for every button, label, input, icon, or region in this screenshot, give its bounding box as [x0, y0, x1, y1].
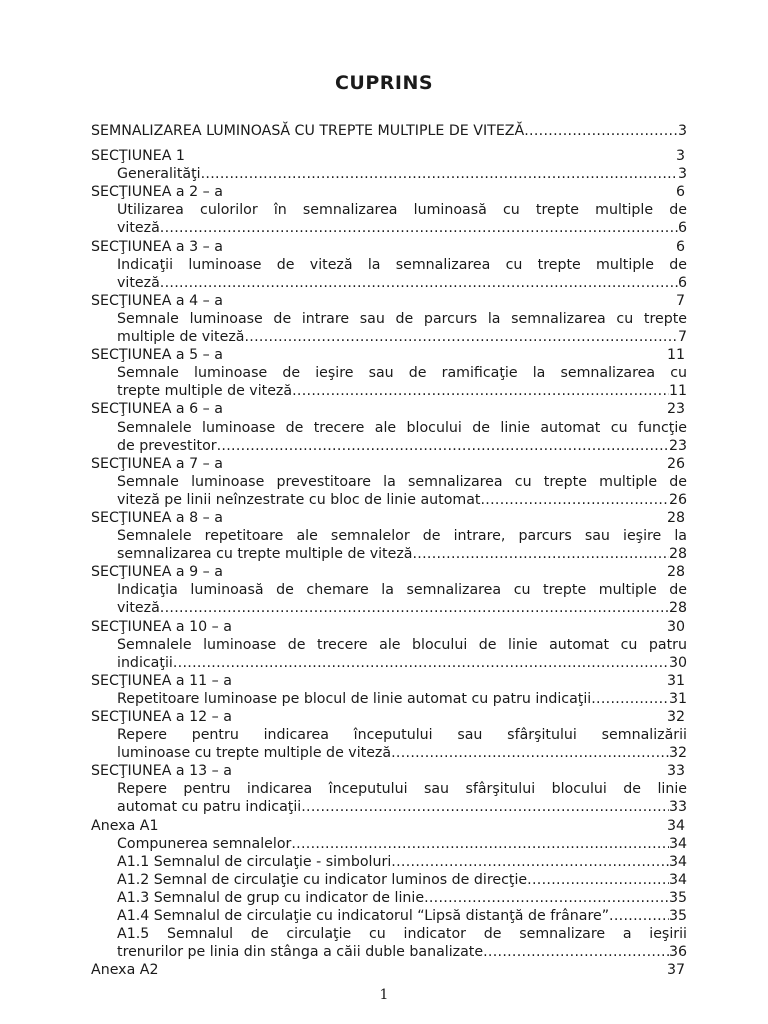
leader-dots [391, 744, 669, 762]
subentry-label: viteză [117, 600, 160, 617]
subentry-label: trenurilor pe linia din stânga a căii duble banalizate [117, 944, 484, 961]
section-heading-label: Anexa A2 [91, 962, 159, 979]
table-of-contents [91, 122, 687, 979]
subentry-text-line[interactable]: Semnalele repetitoare ale semnalelor de intrare, parcurs sau ieşire la [117, 528, 687, 545]
leader-dots [217, 437, 669, 455]
leader-dots [201, 165, 678, 183]
subentry-page-number: 35 [668, 908, 687, 925]
section-page-number: 7 [675, 292, 685, 309]
subentry-label: A1.2 Semnal de circulaţie cu indicator luminos de direcţie [117, 871, 528, 888]
section-heading-label: SECŢIUNEA a 5 – a [91, 347, 223, 364]
subentry-text-line[interactable]: Semnale luminoase de ieşire sau de ramificaţie la semnalizarea cu [117, 365, 687, 382]
leader-dots [160, 219, 678, 237]
section-heading-label: SECŢIUNEA a 12 – a [91, 709, 232, 725]
leader-dots [527, 871, 669, 889]
subentry-page-number: 11 [668, 383, 687, 400]
subentry-page-number: 6 [677, 220, 687, 237]
leader-dots [160, 599, 669, 617]
subentry-text-line[interactable]: Semnalele luminoase de trecere ale blocului de linie automat cu funcţie [117, 419, 687, 436]
toc-section-heading[interactable] [91, 238, 687, 256]
toc-section-heading[interactable] [91, 183, 687, 201]
leader-dots [160, 274, 678, 292]
toc-section-heading[interactable] [91, 961, 687, 979]
leader-dots [480, 491, 668, 509]
subentry-label: A1.3 Semnalul de grup cu indicator de linie [117, 889, 425, 906]
leader-dots [413, 545, 669, 563]
toc-section-heading[interactable] [91, 147, 687, 165]
subentry-page-number: 32 [668, 745, 687, 762]
section-page-number: 31 [666, 672, 685, 689]
toc-section-heading[interactable] [91, 618, 687, 636]
subentry-page-number: 34 [668, 835, 687, 852]
leader-dots [524, 122, 678, 140]
subentry-label: indicaţii [117, 654, 173, 671]
leader-dots [301, 798, 669, 816]
toc-sections [91, 147, 687, 979]
leader-dots [591, 690, 669, 708]
toc-subentry[interactable] [117, 165, 687, 183]
subentry-label: Repetitoare luminoase pe blocul de linie automat cu patru indicaţii [117, 690, 592, 707]
toc-subentry[interactable] [117, 907, 687, 925]
subentry-label: viteză pe linii neînzestrate cu bloc de linie automat [117, 491, 481, 508]
section-heading-label: SECŢIUNEA a 10 – a [91, 618, 232, 635]
subentry-page-number: 30 [668, 654, 687, 671]
leader-dots [483, 943, 669, 961]
subentry-page-number: 35 [668, 889, 687, 906]
section-heading-label: SECŢIUNEA a 9 – a [91, 564, 223, 581]
toc-section-heading[interactable] [91, 400, 687, 418]
section-heading-label: SECŢIUNEA a 4 – a [91, 292, 223, 309]
toc-section-heading[interactable] [91, 817, 687, 835]
subentry-page-number: 31 [668, 690, 687, 707]
section-page-number: 6 [675, 238, 685, 255]
toc-subentry[interactable] [117, 545, 687, 563]
toc-section-heading[interactable] [91, 455, 687, 473]
leader-dots [244, 328, 678, 346]
subentry-label: automat cu patru indicaţii [117, 799, 302, 816]
page-number: 1 [379, 987, 389, 1003]
leader-dots [609, 907, 669, 925]
subentry-label: de prevestitor [117, 437, 217, 454]
toc-subentry[interactable] [117, 871, 687, 889]
section-page-number: 30 [666, 618, 685, 635]
subentry-text-line[interactable]: Indicaţii luminoase de viteză la semnalizarea cu trepte multiple de [117, 256, 687, 273]
toc-subentry[interactable] [117, 835, 687, 853]
subentry-page-number: 36 [668, 944, 687, 961]
subentry-page-number: 34 [668, 853, 687, 870]
section-page-number: 28 [666, 509, 685, 526]
section-page-number: 32 [666, 709, 685, 725]
toc-subentry[interactable] [117, 437, 687, 455]
subentry-page-number: 3 [677, 166, 687, 183]
toc-subentry[interactable] [117, 654, 687, 672]
subentry-text-line[interactable]: Semnalele luminoase de trecere ale blocului de linie automat cu patru [117, 636, 687, 653]
subentry-text-line[interactable]: Semnale luminoase prevestitoare la semnalizarea cu trepte multiple de [117, 473, 687, 490]
section-page-number: 3 [675, 148, 685, 165]
section-heading-label: SECŢIUNEA a 6 – a [91, 401, 223, 418]
subentry-label: A1.1 Semnalul de circulaţie - simboluri [117, 853, 392, 870]
section-page-number: 37 [666, 962, 685, 979]
toc-subentry[interactable] [117, 943, 687, 961]
section-page-number: 6 [675, 184, 685, 201]
subentry-page-number: 7 [677, 329, 687, 346]
subentry-text-line[interactable]: Semnale luminoase de intrare sau de parcurs la semnalizarea cu trepte [117, 310, 687, 327]
toc-subentry[interactable] [117, 744, 687, 762]
leader-dots [391, 853, 669, 871]
toc-main-entry[interactable] [91, 122, 687, 140]
toc-subentry[interactable] [117, 798, 687, 816]
page-title: CUPRINS [334, 72, 434, 94]
leader-dots [291, 835, 669, 853]
section-page-number: 11 [666, 347, 685, 364]
section-heading-label: SECŢIUNEA a 2 – a [91, 184, 223, 201]
toc-subentry[interactable] [117, 274, 687, 292]
toc-section-heading[interactable] [91, 762, 687, 780]
section-heading-label: SECŢIUNEA a 7 – a [91, 455, 223, 472]
toc-subentry[interactable] [117, 599, 687, 617]
subentry-text-line[interactable]: Repere pentru indicarea începutului sau sfârşitului semnalizării [117, 727, 687, 744]
toc-subentry[interactable] [117, 219, 687, 237]
section-heading-label: Anexa A1 [91, 817, 159, 834]
toc-section-heading[interactable] [91, 509, 687, 527]
toc-section-heading[interactable] [91, 563, 687, 581]
leader-dots [424, 889, 669, 907]
toc-section-heading[interactable] [91, 346, 687, 364]
toc-page-number: 3 [677, 123, 687, 139]
toc-subentry[interactable] [117, 328, 687, 346]
subentry-text-line[interactable]: Indicaţia luminoasă de chemare la semnalizarea cu trepte multiple de [117, 582, 687, 599]
leader-dots [292, 382, 669, 400]
leader-dots [173, 654, 669, 672]
subentry-page-number: 26 [668, 491, 687, 508]
toc-entry-label: SEMNALIZAREA LUMINOASĂ CU TREPTE MULTIPLE DE VITEZĂ [91, 123, 525, 139]
section-heading-label: SECŢIUNEA 1 [91, 148, 185, 165]
section-heading-label: SECŢIUNEA a 13 – a [91, 763, 232, 780]
subentry-label: viteză [117, 220, 160, 237]
subentry-label: multiple de viteză [117, 329, 245, 346]
section-page-number: 28 [666, 564, 685, 581]
subentry-page-number: 28 [668, 600, 687, 617]
section-heading-label: SECŢIUNEA a 11 – a [91, 672, 232, 689]
subentry-page-number: 6 [677, 274, 687, 291]
subentry-page-number: 23 [668, 437, 687, 454]
subentry-page-number: 28 [668, 546, 687, 563]
subentry-page-number: 34 [668, 871, 687, 888]
section-page-number: 34 [666, 817, 685, 834]
subentry-label: semnalizarea cu trepte multiple de viteză [117, 546, 413, 563]
subentry-label: A1.4 Semnalul de circulaţie cu indicatorul “Lipsă distanţă de frânare” [117, 908, 610, 925]
toc-section-heading[interactable] [91, 292, 687, 310]
subentry-text-line[interactable]: Utilizarea culorilor în semnalizarea luminoasă cu trepte multiple de [117, 202, 687, 219]
section-heading-label: SECŢIUNEA a 8 – a [91, 509, 223, 526]
toc-subentry[interactable] [117, 491, 687, 509]
section-heading-label: SECŢIUNEA a 3 – a [91, 238, 223, 255]
toc-subentry[interactable] [117, 853, 687, 871]
subentry-text-line[interactable]: Repere pentru indicarea începutului sau sfârşitului blocului de linie [117, 781, 687, 798]
subentry-text-line[interactable]: A1.5 Semnalul de circulaţie cu indicator de semnalizare a ieşirii [117, 926, 687, 943]
section-page-number: 23 [666, 401, 685, 418]
section-page-number: 33 [666, 763, 685, 780]
subentry-label: Compunerea semnalelor [117, 835, 292, 852]
subentry-label: trepte multiple de viteză [117, 383, 293, 400]
toc-section-heading[interactable] [91, 708, 687, 726]
subentry-label: luminoase cu trepte multiple de viteză [117, 745, 392, 762]
section-page-number: 26 [666, 455, 685, 472]
toc-subentry[interactable] [117, 382, 687, 400]
subentry-page-number: 33 [668, 799, 687, 816]
toc-subentry[interactable] [117, 690, 687, 708]
toc-subentry[interactable] [117, 889, 687, 907]
subentry-label: viteză [117, 274, 160, 291]
toc-section-heading[interactable] [91, 672, 687, 690]
subentry-label: Generalităţi [117, 166, 201, 183]
